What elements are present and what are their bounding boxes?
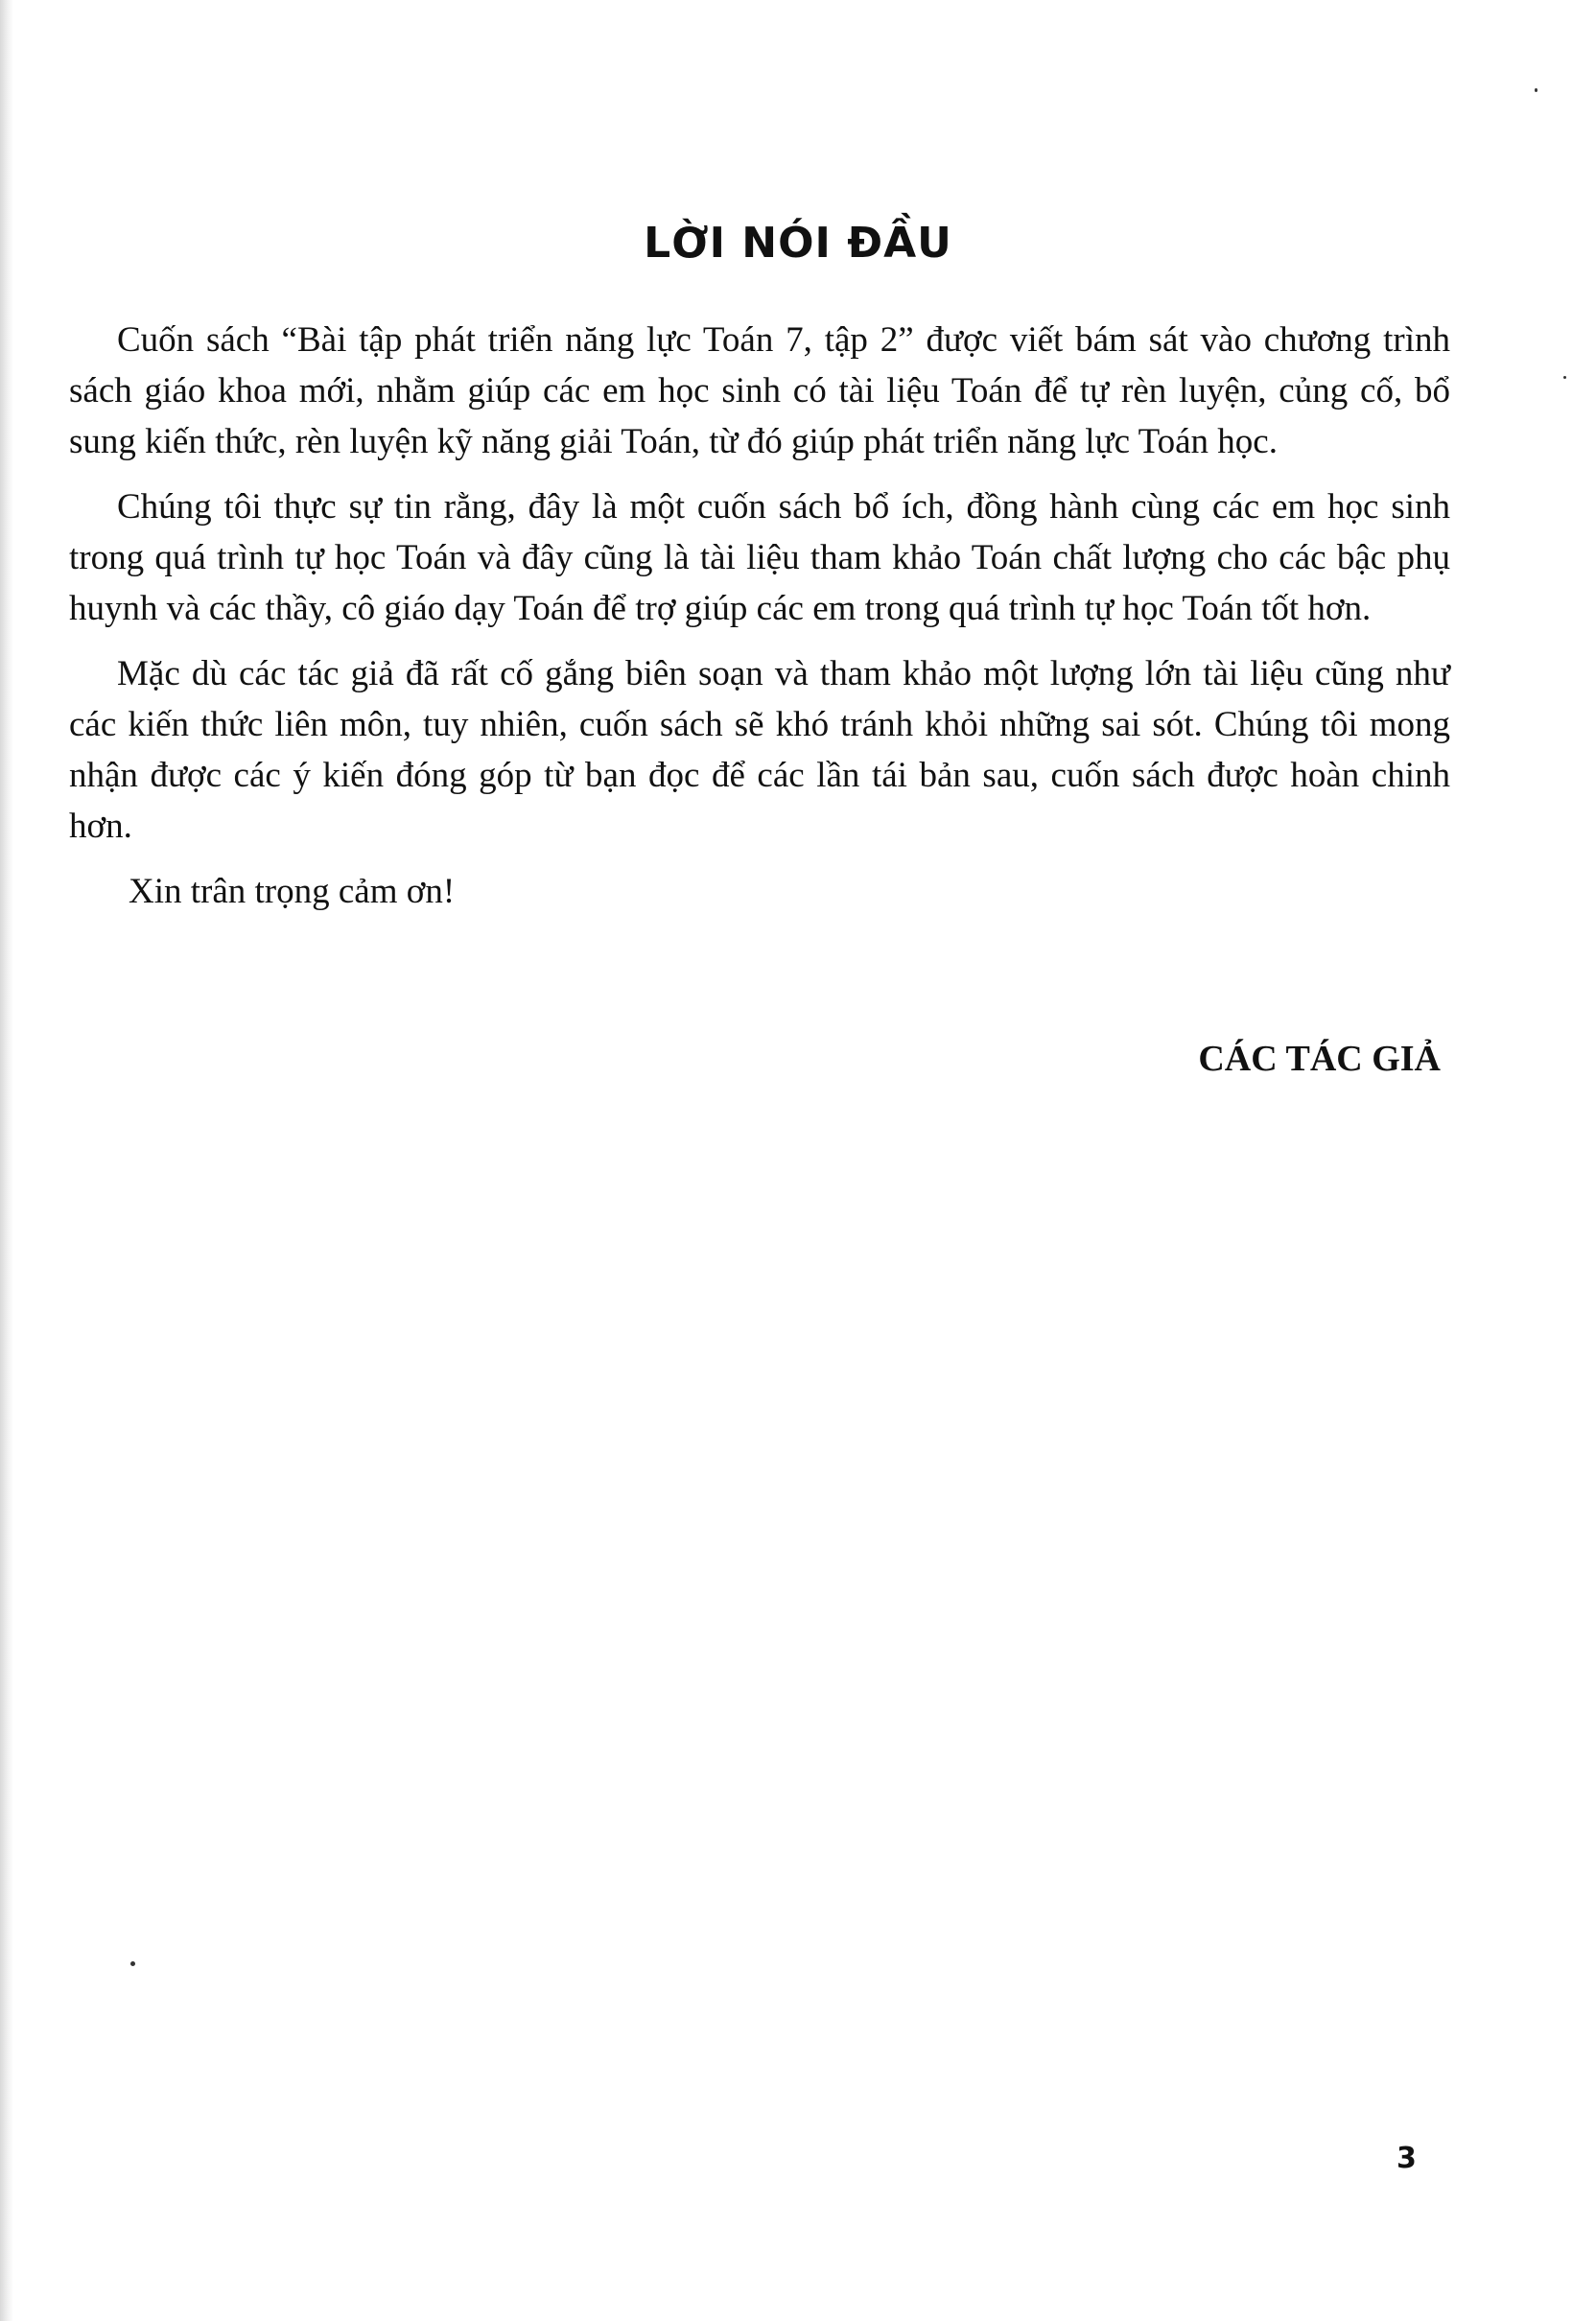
paragraph-3: Mặc dù các tác giả đã rất cố gắng biên soạn và tham khảo một lượng lớn tài liệu cũng như các kiến thức liên môn, tuy nhiên, cuốn sách sẽ khó tránh khỏi những sai sót. Chúng tôi mong nhận được các ý kiến đóng góp từ bạn đọc để các lần tái bản sau, cuốn sách được hoàn chinh hơn. (69, 654, 1450, 846)
page-scan-edge (0, 0, 13, 2321)
scan-speck (1563, 376, 1566, 379)
paragraph-2: Chúng tôi thực sự tin rằng, đây là một cuốn sách bổ ích, đồng hành cùng các em học sinh trong quá trình tự học Toán và đây cũng là tài liệu tham khảo Toán chất lượng cho các bậc phụ huynh và các thầy, cô giáo dạy Toán để trợ giúp các em trong quá trình tự học Toán tốt hơn. (69, 487, 1450, 628)
scan-speck (130, 1961, 135, 1966)
page-number: 3 (1396, 2142, 1417, 2175)
scan-speck (1535, 88, 1537, 92)
paragraph-1: Cuốn sách “Bài tập phát triển năng lực Toán 7, tập 2” được viết bám sát vào chương trình sách giáo khoa mới, nhằm giúp các em học sinh có tài liệu Toán để tự rèn luyện, củng cố, bổ sung kiến thức, rèn luyện kỹ năng giải Toán, từ đó giúp phát triển năng lực Toán học. (69, 320, 1450, 461)
page-title: LỜI NÓI ĐẦU (644, 219, 952, 268)
preface-body (69, 315, 1450, 931)
closing-line: Xin trân trọng cảm ơn! (129, 872, 456, 911)
author-signature: CÁC TÁC GIẢ (1198, 1039, 1441, 1079)
